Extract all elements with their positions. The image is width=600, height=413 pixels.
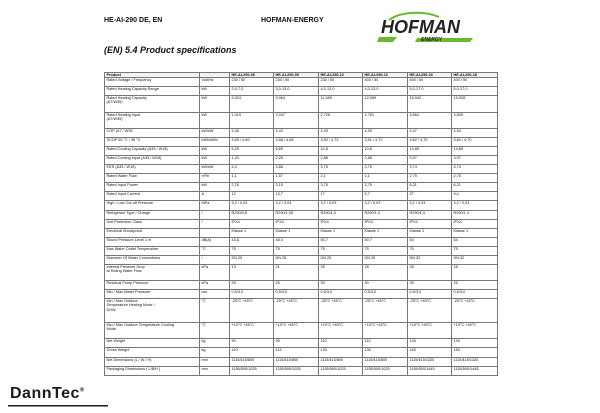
- value-cell: 3,75: [319, 183, 363, 192]
- table-row: [105, 138, 498, 147]
- value-cell: 4,43: [274, 128, 319, 137]
- value-cell: 1115/415/800: [230, 357, 274, 366]
- value-cell: Klasse 1: [319, 228, 363, 237]
- value-cell: 28: [452, 264, 498, 280]
- value-cell: 160: [408, 348, 452, 357]
- value-cell: 3,75: [363, 165, 408, 174]
- table-row: [105, 174, 498, 183]
- table-row: [105, 290, 498, 299]
- value-cell: 2,751: [363, 112, 408, 128]
- unit-cell: Volt/Hz: [200, 78, 230, 87]
- value-cell: 110: [319, 339, 363, 348]
- value-cell: 75: [230, 246, 274, 255]
- value-cell: 9,064: [274, 96, 319, 112]
- spec-label-cell: Internal Pressure Drop at Rating Water Flow: [105, 264, 200, 280]
- value-cell: 2,88: [363, 156, 408, 165]
- danntec-brand-text: DannTec: [10, 385, 80, 402]
- table-row: [105, 210, 498, 219]
- unit-cell: /: [200, 219, 230, 228]
- table-row: [105, 228, 498, 237]
- value-cell: 0,5/3,0: [452, 290, 498, 299]
- unit-cell: /: [200, 255, 230, 264]
- table-row: [105, 201, 498, 210]
- value-cell: 3,0-13,0: [274, 87, 319, 96]
- table-row: [105, 299, 498, 323]
- value-cell: 4,40: [319, 128, 363, 137]
- value-cell: 3,2 / 0,03: [452, 201, 498, 210]
- value-cell: 12,089: [363, 96, 408, 112]
- value-cell: 3,52 / 4,72: [319, 138, 363, 147]
- value-cell: 75: [274, 246, 319, 255]
- table-row: [105, 237, 498, 246]
- unit-cell: kWh/kWh: [200, 138, 230, 147]
- value-cell: 2,1: [363, 174, 408, 183]
- value-cell: Klasse 1: [408, 228, 452, 237]
- spec-label-cell: Rated Input Power: [105, 183, 200, 192]
- value-cell: 0,5/3,0: [230, 290, 274, 299]
- value-cell: 0,5/3,0: [319, 290, 363, 299]
- value-cell: -25°C +45°C: [230, 299, 274, 323]
- unit-cell: /: [200, 210, 230, 219]
- value-cell: DN 25: [319, 255, 363, 264]
- spec-label-cell: Electrical Shockproof: [105, 228, 200, 237]
- table-row: [105, 192, 498, 201]
- value-cell: IPX4: [408, 219, 452, 228]
- value-cell: 1115/415/1320: [452, 357, 498, 366]
- table-row: [105, 339, 498, 348]
- value-cell: 2,28: [274, 156, 319, 165]
- value-cell: +10°C +45°C: [363, 323, 408, 339]
- hofman-energy-logo: [377, 9, 475, 45]
- table-row: [105, 357, 498, 366]
- value-cell: 3,60 / 4,70: [452, 138, 498, 147]
- value-cell: 3,55 / 4,69: [230, 138, 274, 147]
- value-cell: 1155/500/1025: [274, 366, 319, 375]
- table-row: [105, 348, 498, 357]
- value-cell: 6,21: [408, 183, 452, 192]
- value-cell: 3,2 / 0,03: [319, 201, 363, 210]
- unit-cell: mm: [200, 366, 230, 375]
- value-cell: 400 / 50: [452, 78, 498, 87]
- value-cell: 3,88: [274, 165, 319, 174]
- unit-cell: kW: [200, 96, 230, 112]
- value-cell: 1115/415/800: [274, 357, 319, 366]
- value-cell: 28: [363, 264, 408, 280]
- spec-label-cell: Rated Heating Input (A7/W35): [105, 112, 200, 128]
- table-row: [105, 323, 498, 339]
- value-cell: IPX4: [319, 219, 363, 228]
- value-cell: 25: [274, 281, 319, 290]
- table-row: [105, 96, 498, 112]
- value-cell: 2,76: [230, 183, 274, 192]
- spec-label-cell: Sound Pressure Level 1 m: [105, 237, 200, 246]
- table-row: [105, 281, 498, 290]
- value-cell: 3,564: [408, 112, 452, 128]
- value-cell: 400 / 50: [363, 78, 408, 87]
- value-cell: 28: [408, 264, 452, 280]
- value-cell: 5,0-17,0: [452, 87, 498, 96]
- value-cell: 3,58 / 4,65: [274, 138, 319, 147]
- value-cell: 2,75: [452, 174, 498, 183]
- value-cell: R290/1,4: [363, 210, 408, 219]
- value-cell: 230 / 50: [274, 78, 319, 87]
- value-cell: -25°C +45°C: [452, 299, 498, 323]
- logo-wordmark: HOFMAN: [381, 17, 460, 37]
- value-cell: 54: [452, 237, 498, 246]
- value-cell: R290/1,4: [452, 210, 498, 219]
- spec-label-cell: Min / Max Outdoor Temperature Cooling Mode: [105, 323, 200, 339]
- unit-cell: A: [200, 192, 230, 201]
- value-cell: DN 25: [274, 255, 319, 264]
- spec-label-cell: Rated Heating Capacity Range: [105, 87, 200, 96]
- value-cell: 75: [363, 246, 408, 255]
- spec-label-cell: Min / Max Outdoor Temperature Heating Mode / DHW: [105, 299, 200, 323]
- spec-label-cell: Unit Protection Class: [105, 219, 200, 228]
- value-cell: 5,0-17,0: [408, 87, 452, 96]
- value-cell: 54: [408, 237, 452, 246]
- spec-label-cell: Rated Cooling Capacity (A35 / W18): [105, 147, 200, 156]
- value-cell: 1,57: [274, 174, 319, 183]
- value-cell: 1155/500/1025: [319, 366, 363, 375]
- unit-cell: kg: [200, 348, 230, 357]
- value-cell: R290/1,4: [408, 210, 452, 219]
- value-cell: 3,62 / 4,70: [408, 138, 452, 147]
- unit-cell: °C: [200, 246, 230, 255]
- value-cell: 8,65: [274, 147, 319, 156]
- value-cell: 110: [363, 339, 408, 348]
- spec-label-cell: Packaging Dimensions ( L/B/H ): [105, 366, 200, 375]
- value-cell: DN 32: [452, 255, 498, 264]
- company-name: HOFMAN-ENERGY: [261, 17, 324, 24]
- value-cell: 10,8: [319, 147, 363, 156]
- value-cell: +10°C +45°C: [408, 323, 452, 339]
- spec-label-cell: Residual Pump Pressure: [105, 281, 200, 290]
- value-cell: +10°C +45°C: [274, 323, 319, 339]
- unit-cell: kW: [200, 156, 230, 165]
- value-cell: 4,39: [363, 128, 408, 137]
- value-cell: 0,5/3,0: [363, 290, 408, 299]
- value-cell: 3,97: [452, 156, 498, 165]
- unit-cell: kg: [200, 339, 230, 348]
- value-cell: +10°C +45°C: [319, 323, 363, 339]
- value-cell: 1,419: [230, 112, 274, 128]
- spec-label-cell: Max Water Outlet Temperature: [105, 246, 200, 255]
- value-cell: 4,4: [230, 165, 274, 174]
- value-cell: 1115/415/800: [363, 357, 408, 366]
- value-cell: 3,74: [408, 165, 452, 174]
- value-cell: 1155/500/1025: [363, 366, 408, 375]
- value-cell: 0,5/3,0: [274, 290, 319, 299]
- column-header: HE-AI-290-18: [452, 73, 498, 78]
- value-cell: IPX4: [452, 219, 498, 228]
- value-cell: 1,42: [230, 156, 274, 165]
- value-cell: 115: [274, 348, 319, 357]
- value-cell: 14,85: [408, 147, 452, 156]
- value-cell: 2,0-7,0: [230, 87, 274, 96]
- value-cell: 3,2 / 0,03: [408, 201, 452, 210]
- spec-label-cell: Rated Input Current: [105, 192, 200, 201]
- value-cell: R290/0,8: [230, 210, 274, 219]
- value-cell: 3,2 / 0,03: [363, 201, 408, 210]
- spec-label-cell: Rated Cooling Input (A35 / W18): [105, 156, 200, 165]
- spec-label-cell: SCOP 55 °C / 35 °C: [105, 138, 200, 147]
- unit-cell: kW/kW: [200, 165, 230, 174]
- unit-cell: [200, 228, 230, 237]
- value-cell: 21: [274, 264, 319, 280]
- spec-label-cell: COP (A7 / W35: [105, 128, 200, 137]
- registered-mark: ®: [79, 387, 85, 394]
- table-row: [105, 87, 498, 96]
- value-cell: 2,726: [319, 112, 363, 128]
- value-cell: 90: [230, 339, 274, 348]
- unit-cell: kW: [200, 183, 230, 192]
- value-cell: 3,2 / 0,03: [230, 201, 274, 210]
- unit-cell: °C: [200, 299, 230, 323]
- spec-label-cell: Net Weight: [105, 339, 200, 348]
- spec-label-cell: Rated Heating Capacity (A7/W35): [105, 96, 200, 112]
- spec-label-cell: High / Low Cut-off Pressure: [105, 201, 200, 210]
- value-cell: IPX4: [230, 219, 274, 228]
- value-cell: 1155/500/1445: [408, 366, 452, 375]
- value-cell: -25°C +45°C: [363, 299, 408, 323]
- value-cell: 25: [452, 281, 498, 290]
- value-cell: Klasse 1: [274, 228, 319, 237]
- value-cell: 140: [452, 339, 498, 348]
- spec-label-cell: Min / Max Water Pressure: [105, 290, 200, 299]
- table-row: [105, 246, 498, 255]
- column-header: HE-AI-290-12: [363, 73, 408, 78]
- value-cell: 0,5/3,0: [408, 290, 452, 299]
- value-cell: 4,47: [408, 128, 452, 137]
- value-cell: 160: [452, 348, 498, 357]
- unit-cell: m³/h: [200, 174, 230, 183]
- value-cell: 14,85: [452, 147, 498, 156]
- value-cell: 3,509: [452, 112, 498, 128]
- value-cell: DN 32: [408, 255, 452, 264]
- spec-label-cell: Refrigerant Type / Charge: [105, 210, 200, 219]
- spec-label-cell: Net Dimensions (L / W / H): [105, 357, 200, 366]
- value-cell: -25°C +45°C: [274, 299, 319, 323]
- unit-cell: kW/kW: [200, 128, 230, 137]
- value-cell: 3,75: [363, 183, 408, 192]
- value-cell: 17: [319, 192, 363, 201]
- value-cell: R290/1,05: [274, 210, 319, 219]
- table-row: [105, 366, 498, 375]
- value-cell: 3,97: [408, 156, 452, 165]
- value-cell: 75: [408, 246, 452, 255]
- spec-label-cell: Rated Voltage / Frequency: [105, 78, 200, 87]
- table-row: [105, 156, 498, 165]
- unit-cell: dB(A): [200, 237, 230, 246]
- value-cell: 3,51 / 4,72: [363, 138, 408, 147]
- value-cell: 9,4: [452, 192, 498, 201]
- spec-label-cell: Rated Water Flow: [105, 174, 200, 183]
- unit-cell: kPa: [200, 281, 230, 290]
- table-row: [105, 147, 498, 156]
- value-cell: 400 / 50: [408, 78, 452, 87]
- unit-cell: kW: [200, 147, 230, 156]
- danntec-brand: [10, 385, 85, 403]
- value-cell: 4,0-13,0: [363, 87, 408, 96]
- value-cell: 25: [230, 281, 274, 290]
- table-row: [105, 183, 498, 192]
- value-cell: 230 / 50: [230, 78, 274, 87]
- value-cell: 1155/500/1445: [452, 366, 498, 375]
- column-header: HE-AI-290-09: [274, 73, 319, 78]
- value-cell: 1115/415/800: [319, 357, 363, 366]
- column-header: HE-AI-290-16: [408, 73, 452, 78]
- section-title: (EN) 5.4 Product specifications: [104, 45, 237, 55]
- value-cell: +10°C +45°C: [230, 323, 274, 339]
- value-cell: 43,6: [230, 237, 274, 246]
- value-cell: 130: [319, 348, 363, 357]
- value-cell: 4,46: [230, 128, 274, 137]
- value-cell: 95: [274, 339, 319, 348]
- value-cell: 30: [319, 281, 363, 290]
- value-cell: 3,2 / 0,03: [274, 201, 319, 210]
- table-row: [105, 165, 498, 174]
- table-row: [105, 128, 498, 137]
- value-cell: 140: [408, 339, 452, 348]
- value-cell: 3,74: [452, 165, 498, 174]
- value-cell: -25°C +45°C: [319, 299, 363, 323]
- spec-label-cell: Diameter Of Water Connections: [105, 255, 200, 264]
- table-row: [105, 219, 498, 228]
- value-cell: 11,989: [319, 96, 363, 112]
- column-header: HE-AI-290-12: [319, 73, 363, 78]
- value-cell: 30: [363, 281, 408, 290]
- value-cell: 50,7: [319, 237, 363, 246]
- value-cell: DN 25: [363, 255, 408, 264]
- value-cell: 3,15: [274, 183, 319, 192]
- value-cell: 75: [452, 246, 498, 255]
- value-cell: 25: [408, 281, 452, 290]
- value-cell: 12: [230, 192, 274, 201]
- spec-label-cell: Gross Weight: [105, 348, 200, 357]
- spec-label-cell: EER (A35 / W18): [105, 165, 200, 174]
- value-cell: 1155/500/1025: [230, 366, 274, 375]
- value-cell: IPX4: [274, 219, 319, 228]
- value-cell: 6,324: [230, 96, 274, 112]
- value-cell: 15,928: [452, 96, 498, 112]
- value-cell: 50,7: [363, 237, 408, 246]
- unit-cell: °C: [200, 323, 230, 339]
- value-cell: 3,75: [319, 165, 363, 174]
- value-cell: 48,4: [274, 237, 319, 246]
- unit-cell: kW: [200, 112, 230, 128]
- value-cell: 2,75: [408, 174, 452, 183]
- value-cell: 75: [319, 246, 363, 255]
- value-cell: 27: [408, 192, 452, 201]
- value-cell: 1,1: [230, 174, 274, 183]
- product-specifications-table: [104, 72, 498, 376]
- unit-cell: kW: [200, 87, 230, 96]
- value-cell: 28: [319, 264, 363, 280]
- value-cell: 110: [230, 348, 274, 357]
- value-cell: 4,0-13,0: [319, 87, 363, 96]
- unit-cell: bar: [200, 290, 230, 299]
- value-cell: 130: [363, 348, 408, 357]
- column-header: HE-AI-290-06: [230, 73, 274, 78]
- column-header: Product: [105, 73, 200, 78]
- value-cell: Klasse 1: [363, 228, 408, 237]
- value-cell: 6,25: [230, 147, 274, 156]
- table-row: [105, 78, 498, 87]
- value-cell: 2,88: [319, 156, 363, 165]
- value-cell: 230 / 50: [319, 78, 363, 87]
- value-cell: Klasse 1: [230, 228, 274, 237]
- document-code: HE-AI-290 DE, EN: [104, 17, 163, 24]
- value-cell: DN 25: [230, 255, 274, 264]
- value-cell: 2,1: [319, 174, 363, 183]
- unit-cell: MPa: [200, 201, 230, 210]
- value-cell: -25°C +45°C: [408, 299, 452, 323]
- value-cell: 4,54: [452, 128, 498, 137]
- value-cell: 5,7: [363, 192, 408, 201]
- value-cell: IPX4: [363, 219, 408, 228]
- table-row: [105, 112, 498, 128]
- value-cell: 13,7: [274, 192, 319, 201]
- value-cell: R290/1,4: [319, 210, 363, 219]
- logo-subtext: ENERGY: [421, 37, 443, 43]
- value-cell: Klasse 1: [452, 228, 498, 237]
- table-row: [105, 255, 498, 264]
- value-cell: 6,21: [452, 183, 498, 192]
- value-cell: 2,047: [274, 112, 319, 128]
- value-cell: +10°C +45°C: [452, 323, 498, 339]
- value-cell: 10,8: [363, 147, 408, 156]
- unit-cell: kPa: [200, 264, 230, 280]
- table-row: [105, 264, 498, 280]
- value-cell: 15,942: [408, 96, 452, 112]
- value-cell: 13: [230, 264, 274, 280]
- value-cell: 1115/415/1320: [408, 357, 452, 366]
- unit-cell: mm: [200, 357, 230, 366]
